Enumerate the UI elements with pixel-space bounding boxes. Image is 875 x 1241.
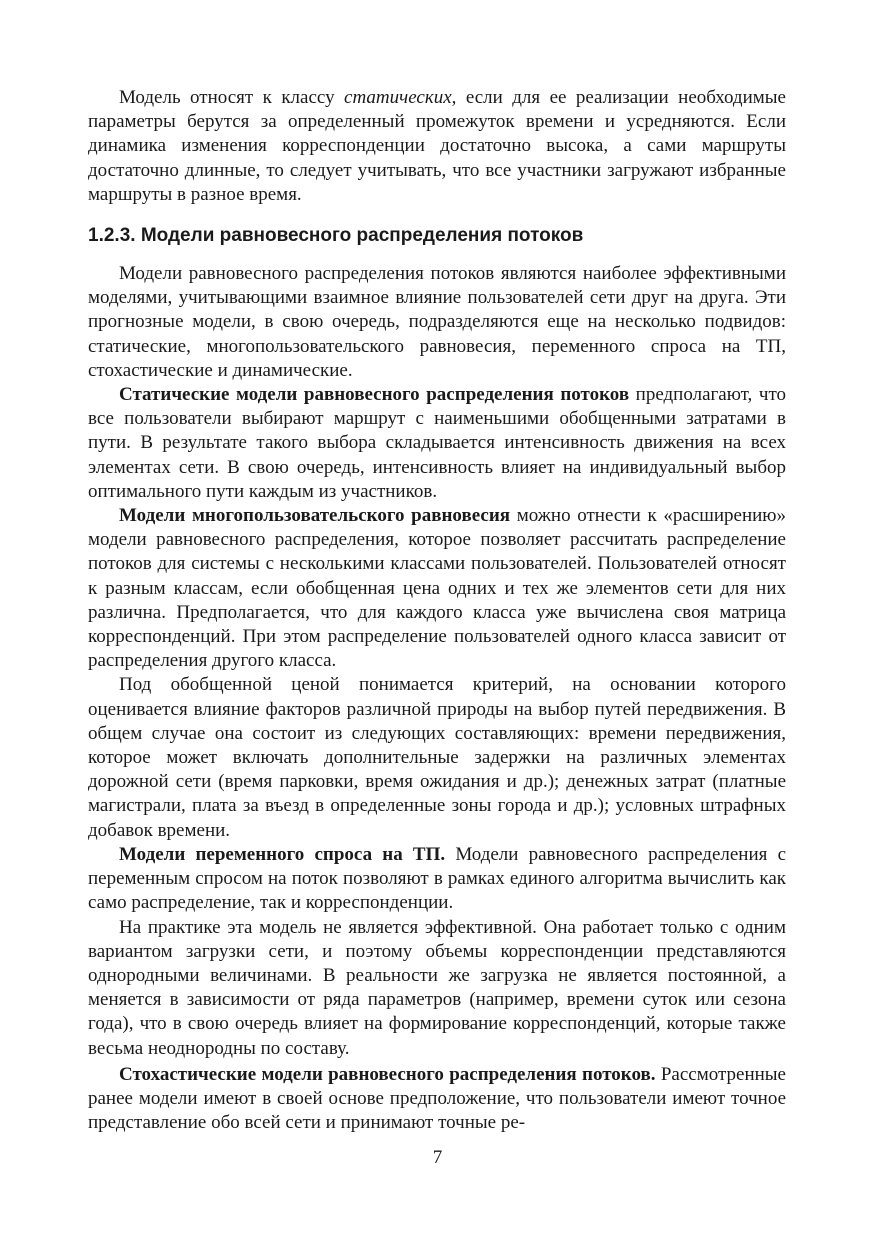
term-variable-demand: Модели переменного спроса на ТП. xyxy=(119,843,446,865)
intro-text-before: Модель относят к классу xyxy=(119,87,345,108)
term-stochastic-models: Стохастические модели равновесного распределения потоков. xyxy=(119,1063,656,1085)
paragraph-variable-demand xyxy=(88,843,786,916)
intro-text-after: , если для ее реализации необходимые параметры берутся за определенный промежуток времени и усредняются. Если динамика изменения корреспонденции достаточно высока, а сами маршруты достаточно длинные, то следует учитывать, что все участники загружают избранные маршруты в разное время. xyxy=(88,87,786,205)
paragraph-static-models-text: предполагают, что все пользователи выбирают маршрут с наименьшими обобщенными затратами в пути. В результате такого выбора складывается интенсивность движения на всех элементах сети. В свою очередь, интенсивность влияет на индивидуальный выбор оптимального пути каждым из участников. xyxy=(88,384,786,502)
intro-italic-term: статических xyxy=(344,87,452,108)
paragraph-overview: Модели равновесного распределения потоков являются наиболее эффективными моделями, учитывающими взаимное влияние пользователей сети друг на друга. Эти прогнозные модели, в свою очередь, подразделяются еще на несколько подвидов: статические, многопользовательского равновесия, переменного спроса на ТП, стохастические и динамические. xyxy=(88,263,786,381)
paragraph-practice: На практике эта модель не является эффективной. Она работает только с одним вариантом загрузки сети, и поэтому объемы корреспонденции представляются однородными величинами. В реальности же загрузка не является постоянной, а меняется в зависимости от ряда параметров (например, времени суток или сезона года), что в свою очередь влияет на формирование корреспонденций, которые также весьма неоднородны по составу. xyxy=(88,916,786,1059)
paragraph-generalized-cost: Под обобщенной ценой понимается критерий, на основании которого оценивается влияние факторов различной природы на выбор путей передвижения. В общем случае она состоит из следующих составляющих: времени передвижения, которое может включать дополнительные задержки на различных элементах дорожной сети (время парковки, время ожидания и др.); денежных затрат (платные магистрали, плата за въезд в определенные зоны города и др.); условных штрафных добавок времени. xyxy=(88,674,786,841)
intro-paragraph xyxy=(88,86,786,207)
document-page xyxy=(88,86,786,1135)
page-number: 7 xyxy=(432,1147,443,1168)
section-heading: 1.2.3. Модели равновесного распределения потоков xyxy=(88,225,584,247)
term-static-models: Статические модели равновесного распределения потоков xyxy=(119,384,630,406)
paragraph-variable-demand-text: Модели равновесного распределения с переменным спросом на поток позволяют в рамках единого алгоритма вычислить как само распределение, так и корреспонденции. xyxy=(88,843,787,914)
paragraph-static-models xyxy=(88,383,786,504)
paragraph-stochastic-models xyxy=(88,1063,786,1136)
paragraph-multiuser-models xyxy=(88,504,786,673)
paragraph-stochastic-models-text: Рассмотренные ранее модели имеют в своей основе предположение, что пользователи имеют точное представление обо всей сети и принимают точные ре- xyxy=(88,1063,786,1134)
paragraph-multiuser-models-text: можно отнести к «расширению» модели равновесного распределения, которое позволяет рассчитать распределение потоков для системы с несколькими классами пользователей. Пользователей относят к разным классам, если обобщенная цена одних и тех же элементов сети для них различна. Предполагается, что для каждого класса уже вычислена своя матрица корреспонденций. При этом распределение пользователей одного класса зависит от распределения другого класса. xyxy=(88,505,786,672)
term-multiuser-models: Модели многопользовательского равновесия xyxy=(119,505,511,527)
